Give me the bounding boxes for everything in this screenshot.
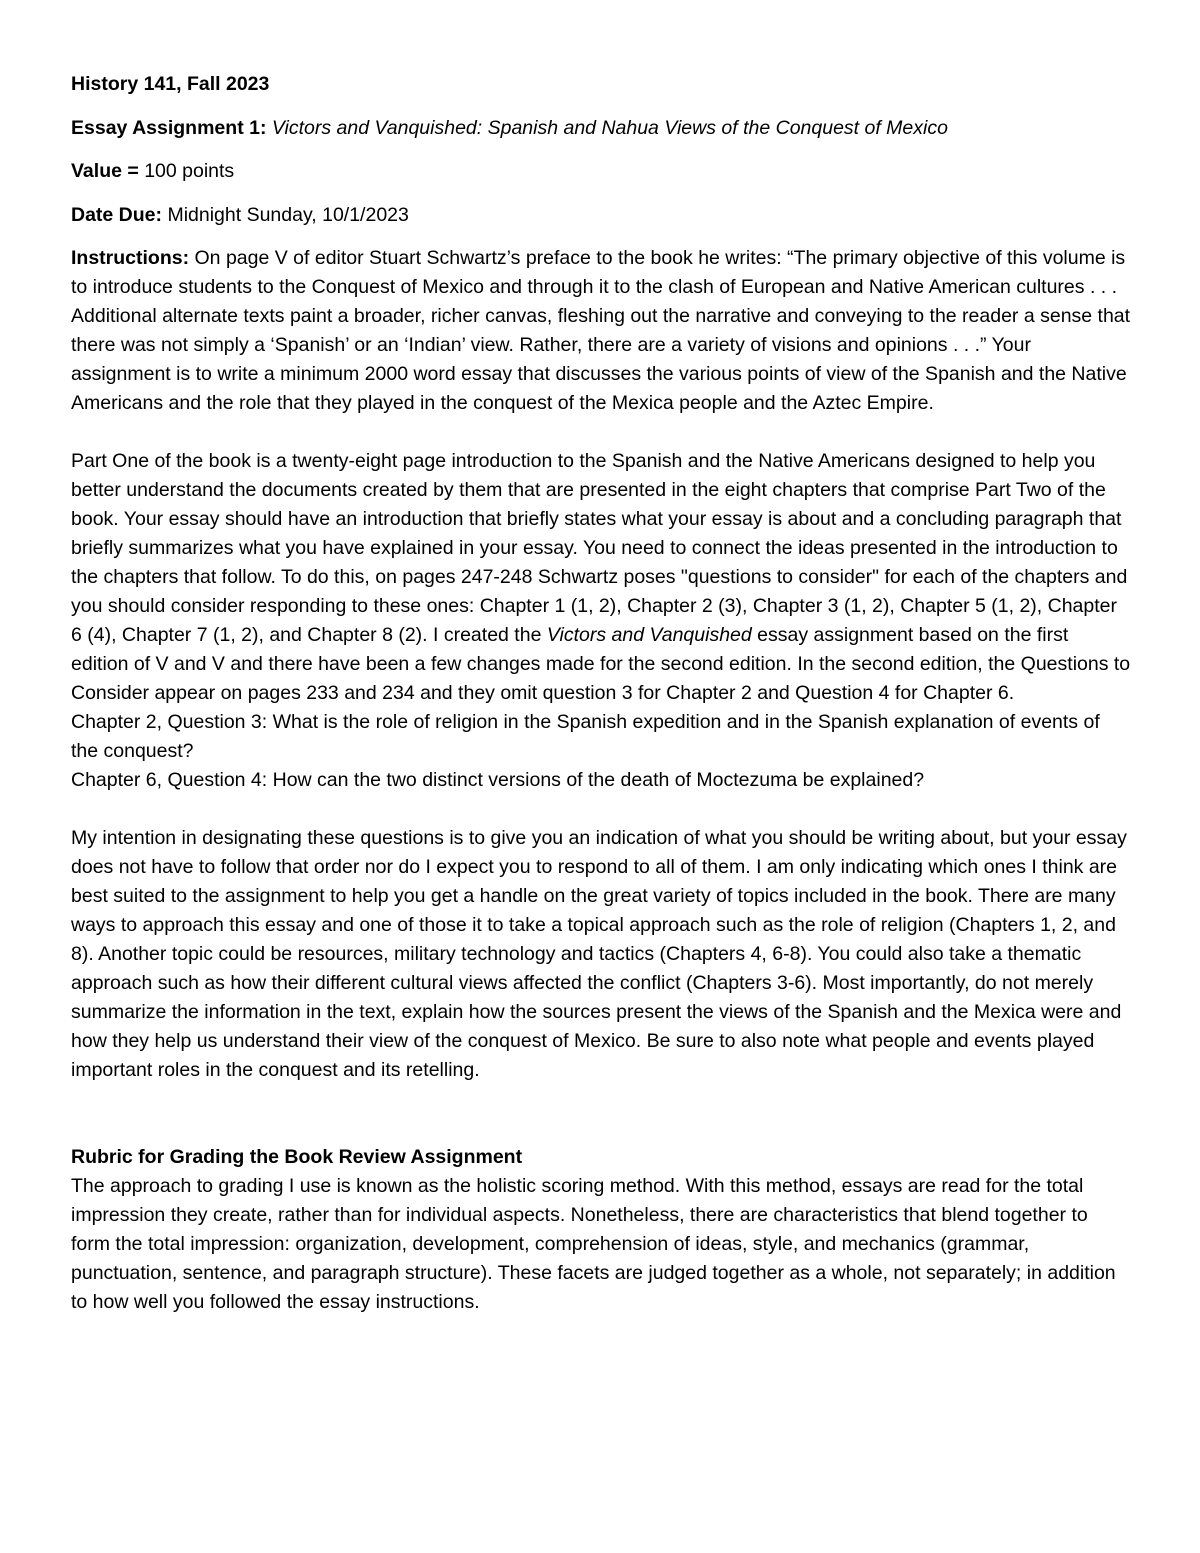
due-date-line bbox=[71, 201, 1131, 230]
question-chapter-6: Chapter 6, Question 4: How can the two distinct versions of the death of Moctezuma be explained? bbox=[71, 769, 925, 791]
assignment-label: Essay Assignment 1: bbox=[71, 116, 267, 139]
rubric-paragraph: The approach to grading I use is known as the holistic scoring method. With this method, essays are read for the total impression they create, rather than for individual aspects. Nonetheless, there are characteristics that blend together to form the total impression: organization, development, comprehension of ideas, style, and mechanics (grammar, punctuation, sentence, and paragraph structure). These facets are judged together as a whole, not separately; in addition to how well you followed the essay instructions. bbox=[71, 1175, 1116, 1313]
rubric-heading: Rubric for Grading the Book Review Assignment bbox=[71, 1146, 523, 1168]
due-text: Midnight Sunday, 10/1/2023 bbox=[167, 203, 409, 226]
part-one-text-a: Part One of the book is a twenty-eight page introduction to the Spanish and the Native Americans designed to help you better understand the documents created by them that are presented in the eight chapters that comprise Part Two of the book. Your essay should have an introduction that briefly states what your essay is about and a concluding paragraph that briefly summarizes what you have explained in your essay. You need to connect the ideas presented in the introduction to the chapters that follow. To do this, on pages 247-248 Schwartz poses "questions to consider" for each of the chapters and you should consider responding to these ones: Chapter 1 (1, 2), Chapter 2 (3), Chapter 3 (1, 2), Chapter 5 (1, 2), Chapter 6 (4), Chapter 7 (1, 2), and Chapter 8 (2). I created the bbox=[71, 450, 1128, 646]
book-title-italic: Victors and Vanquished bbox=[546, 624, 752, 646]
instructions-label: Instructions: bbox=[71, 247, 190, 269]
assignment-line bbox=[71, 114, 1131, 143]
intention-paragraph: My intention in designating these questions is to give you an indication of what you should be writing about, but your essay does not have to follow that order nor do I expect you to respond to all of them. I am only indicating which ones I think are best suited to the assignment to help you get a handle on the great variety of topics included in the book. There are many ways to approach this essay and one of those it to take a topical approach such as the role of religion (Chapters 1, 2, and 8). Another topic could be resources, military technology and tactics (Chapters 4, 6-8). You could also take a thematic approach such as how their different cultural views affected the conflict (Chapters 3-6). Most importantly, do not merely summarize the information in the text, explain how the sources present the views of the Spanish and the Mexica were and how they help us understand their view of the conquest of Mexico. Be sure to also note what people and events played important roles in the conquest and its retelling. bbox=[71, 827, 1127, 1081]
part-one-text-b: essay assignment based on the first edition of V and V and there have been a few changes made for the second edition. In the second edition, the Questions to Consider appear on pages 233 and 234 and they omit question 3 for Chapter 2 and Question 4 for Chapter 6. bbox=[71, 624, 1131, 704]
course-title: History 141, Fall 2023 bbox=[71, 73, 270, 95]
assignment-title: Victors and Vanquished: Spanish and Nahua Views of the Conquest of Mexico bbox=[271, 116, 948, 139]
part-one-paragraph bbox=[71, 447, 1131, 708]
value-text: 100 points bbox=[144, 160, 235, 182]
value-line bbox=[71, 157, 1131, 186]
question-chapter-2: Chapter 2, Question 3: What is the role of religion in the Spanish expedition and in the Spanish explanation of events of the conquest? bbox=[71, 711, 1100, 762]
instructions-text: On page V of editor Stuart Schwartz’s preface to the book he writes: “The primary objective of this volume is to introduce students to the Conquest of Mexico and through it to the clash of European and Native American cultures . . . Additional alternate texts paint a broader, richer canvas, fleshing out the narrative and conveying to the reader a sense that there was not simply a ‘Spanish’ or an ‘Indian’ view. Rather, there are a variety of visions and opinions . . .” Your assignment is to write a minimum 2000 word essay that discusses the various points of view of the Spanish and the Native Americans and the role that they played in the conquest of the Mexica people and the Aztec Empire. bbox=[71, 247, 1131, 414]
due-label: Date Due: bbox=[71, 203, 163, 226]
document-page bbox=[71, 70, 1131, 1317]
instructions-paragraph bbox=[71, 244, 1131, 418]
value-label: Value = bbox=[71, 160, 139, 182]
